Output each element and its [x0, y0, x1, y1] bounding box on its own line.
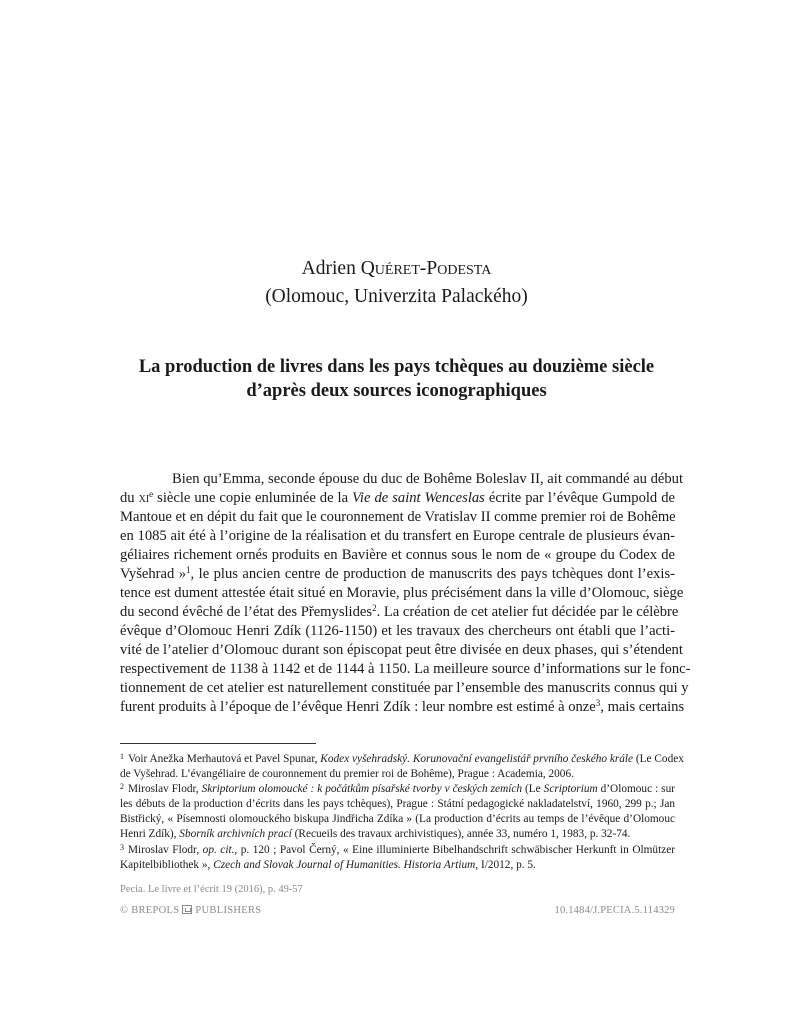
body-line: géliaires richement ornés produits en Bavière et connus sous le nom de « groupe du Codex de — [120, 547, 675, 563]
body-line: du $xi^e$ siècle une copie enluminée de la Vie de saint Wenceslas écrite par l’évêque Gumpold de — [120, 489, 675, 506]
body-line: du second évêché de l’état des Přemyslides$^2$. La création de cet atelier fut décidée par le célèbre — [120, 603, 679, 620]
century-numeral: xi — [138, 490, 150, 506]
footnote-separator — [120, 743, 316, 744]
footnote-2-cont: Bistřický, « Písemnosti olomouckého biskupa Jindřicha Zdíka » (La production d’écrits au temps de l’évêque d’Olomouc — [120, 813, 675, 826]
body-line: vité de l’atelier d’Olomouc durant son épiscopat peut être divisée en deux phases, qui s’étendent — [120, 642, 683, 658]
body-line: furent produits à l’époque de l’évêque Henri Zdík : leur nombre est estimé à onze$^3$, mais certains — [120, 698, 685, 715]
footnote-3-cont: Kapitelbibliothek », Czech and Slovak Journal of Humanities. Historia Artium, I/2012, p. 5. — [120, 858, 536, 871]
footnote-2-cont: Henri Zdík), Sborník archivních prací (Recueils des travaux archivistiques), année 33, numéro 1, 1983, p. 32-74. — [120, 828, 631, 841]
body-line: évêque d’Olomouc Henri Zdík (1126-1150) et les travaux des chercheurs ont établi que l’acti- — [120, 623, 675, 639]
footnote-ref[interactable]: 3 — [595, 698, 601, 708]
footnote-2: $^2$ Miroslav Flodr, Skriptorium olomoucké : k počátkům písařské tvorby v českých zemích (Le Scriptorium d’Olomouc : sur — [120, 782, 675, 796]
body-line: Mantoue et en dépit du fait que le couronnement de Vratislav II comme premier roi de Bohême — [120, 509, 676, 525]
footnote-3: $^3$ Miroslav Flodr, op. cit., p. 120 ; Pavol Černý, « Eine illuminierte Bibelhandschrift schwäbischer Herkunft in Olmützer — [120, 842, 676, 856]
footnote-ref[interactable]: 1 — [186, 565, 191, 575]
journal-citation: Pecia. Le livre et l’écrit 19 (2016), p. 49-57 — [120, 884, 303, 895]
footnote-2-cont: les débuts de la production d’écrits dans les pays tchèques), Prague : Státní pedagogické nakladatelství, 1960, 299 p.; Jan — [120, 798, 675, 811]
footnote-1: $^1$ Voir Anežka Merhautová et Pavel Spunar, Kodex vyšehradský. Korunovační evangelistář prvního českého krále (Le Codex — [120, 752, 684, 765]
body-line: Bien qu’Emma, seconde épouse du duc de Bohême Boleslav II, ait commandé au début — [172, 471, 684, 487]
author-last-name: Quéret-Podesta — [360, 258, 492, 279]
copyright: © BREPOLS PUBLISHERS — [120, 905, 262, 916]
article-title-line-2: d’après deux sources iconographiques — [246, 381, 547, 401]
body-line: en 1085 ait été à l’origine de la réalisation et du transfert en Europe centrale de plusieurs évan- — [120, 528, 675, 544]
article-title-line-1: La production de livres dans les pays tchèques au douzième siècle — [138, 357, 655, 377]
body-line: tionnement de cet atelier est naturellement constituée par l’ensemble des manuscrits connus qui y — [120, 680, 689, 696]
footnote-ref[interactable]: 2 — [372, 603, 377, 613]
work-title: Vie de saint Wenceslas — [352, 490, 485, 506]
body-line: respectivement de 1138 à 1142 et de 1144 à 1150. La meilleure source d’informations sur le fonc- — [120, 661, 691, 677]
body-line: tence est dument attestée était situé en Moravie, plus précisément dans la ville d’Olomouc, siège — [120, 585, 684, 601]
doi[interactable]: 10.1484/J.PECIA.5.114329 — [554, 905, 675, 916]
author-name — [0, 258, 793, 280]
footnote-1-cont: de Vyšehrad. L’évangéliaire de couronnement du premier roi de Bohême), Prague : Academia, 2006. — [120, 768, 574, 781]
author-affiliation: (Olomouc, Univerzita Palackého) — [265, 286, 528, 307]
body-line: Vyšehrad »$^1$, le plus ancien centre de production de manuscrits des pays tchèques dont l’exis- — [120, 565, 675, 582]
body-paragraph — [120, 470, 691, 717]
footnotes — [120, 752, 684, 873]
author-first-name: Adrien — [301, 258, 356, 279]
brepols-logo-icon — [182, 905, 192, 914]
